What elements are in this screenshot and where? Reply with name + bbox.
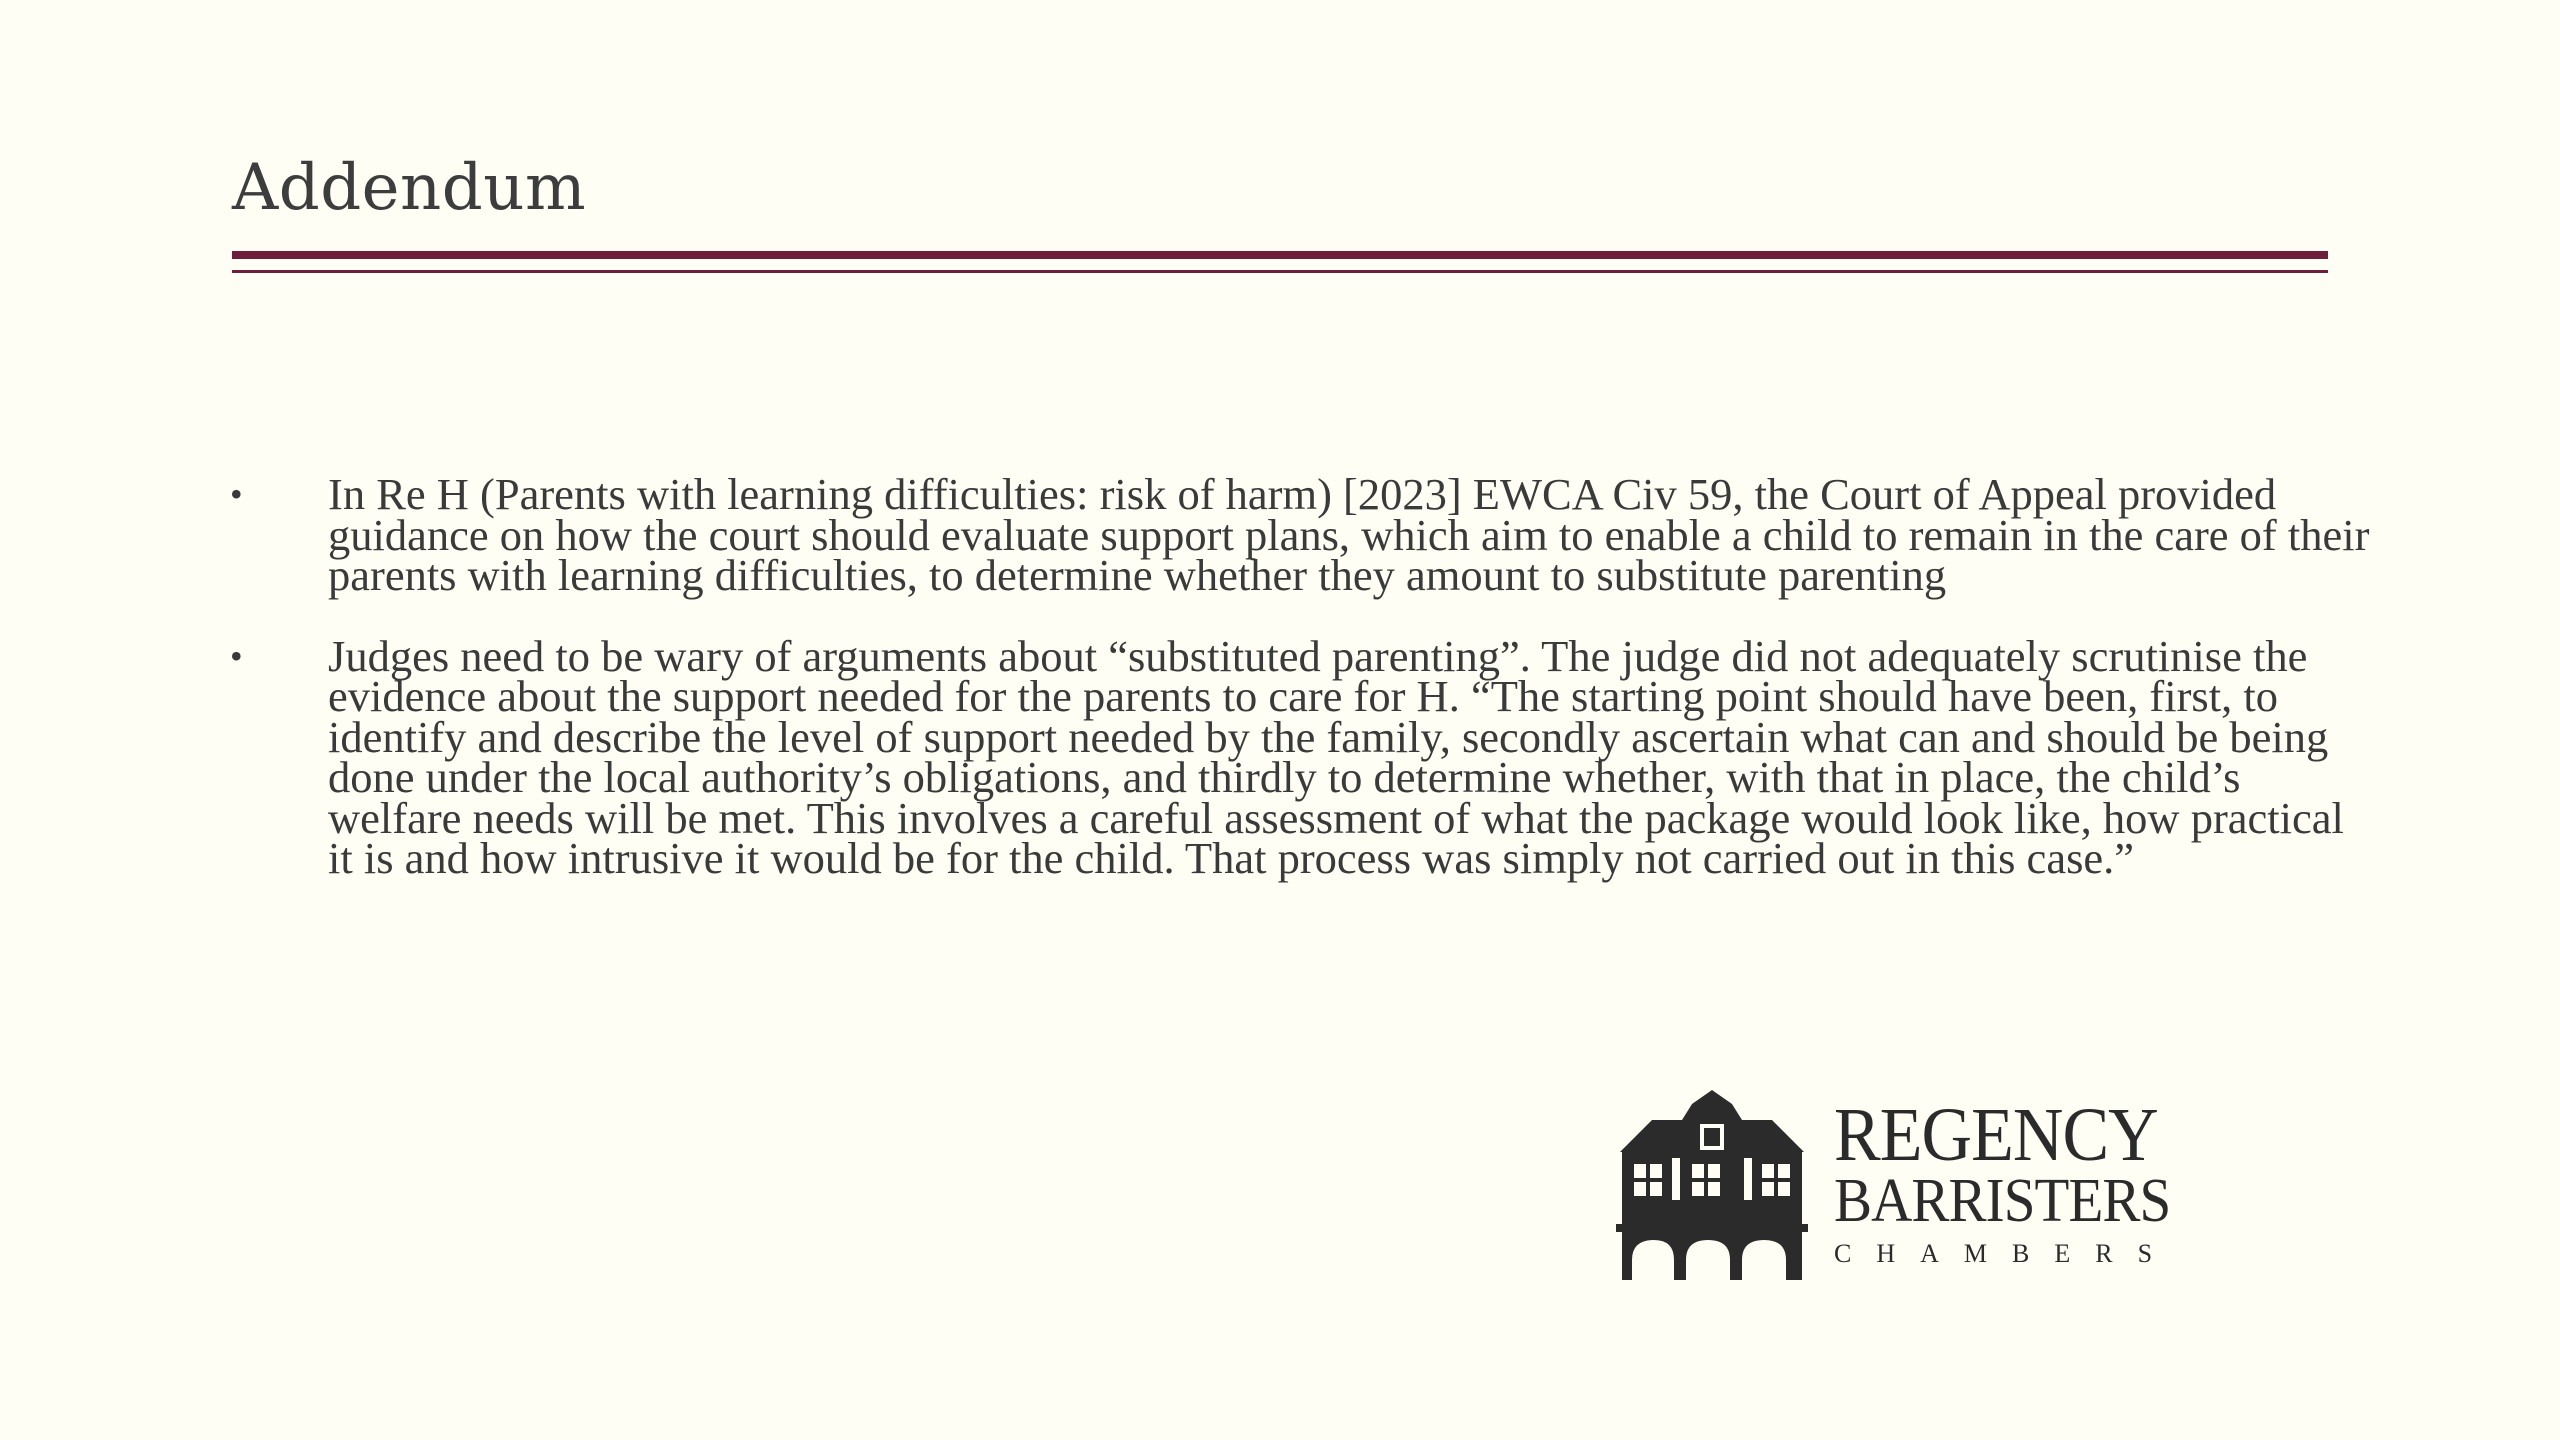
bullet-item — [228, 469, 2378, 600]
bullet-list — [228, 469, 2378, 919]
logo-line-regency: REGENCY — [1834, 1093, 2158, 1177]
regency-barristers-logo — [1612, 1090, 2232, 1280]
bullet-text: Judges need to be wary of arguments about “substituted parenting”. The judge did not adequately scrutinise the evidence about the support needed for the parents to care for H. “The starting point should have been, first, to identify and describe the level of support needed by the family, secondly ascertain what can and should be being done under the local authority’s obligations, and thirdly to determine whether, with that in place, the child’s welfare needs will be met. This involves a careful assessment of what the package would look like, how practical it is and how intrusive it would be for the child. That process was simply not carried out in this case.” — [328, 630, 2344, 883]
bullet-text: In Re H (Parents with learning difficulties: risk of harm) [2023] EWCA Civ 59, the Court of Appeal provided guidance on how the court should evaluate support plans, which aim to enable a child to remain in the care of their parents with learning difficulties, to determine whether they amount to substitute parenting — [328, 469, 2370, 600]
title-underline-thin — [232, 270, 2328, 273]
building-icon — [1612, 1090, 1812, 1280]
slide-title: Addendum — [232, 151, 587, 225]
title-underline-thick — [232, 251, 2328, 259]
logo-line-chambers: CHAMBERS — [1834, 1239, 2178, 1268]
bullet-marker: • — [230, 474, 243, 514]
logo-wordmark — [1834, 1093, 2200, 1274]
bullet-item — [228, 630, 2378, 883]
logo-line-barristers: BARRISTERS — [1834, 1167, 2171, 1235]
bullet-marker: • — [230, 635, 243, 676]
